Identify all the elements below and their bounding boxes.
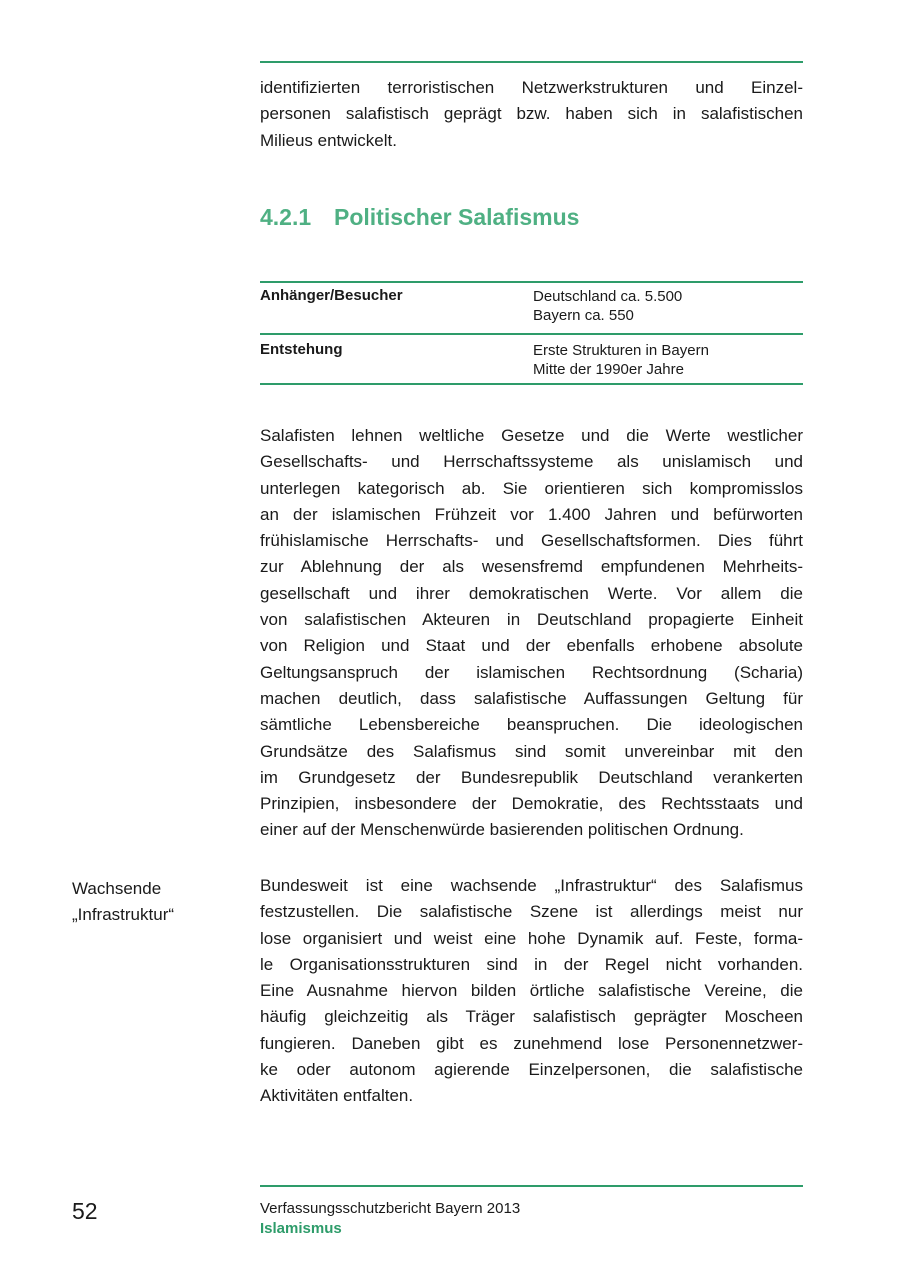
- footer: [260, 1199, 520, 1239]
- text-line: festzustellen. Die salafistische Szene ist allerdings meist nur: [260, 902, 803, 922]
- table-rule: [260, 333, 803, 335]
- table-value: Deutschland ca. 5.500 Bayern ca. 550: [533, 288, 683, 324]
- text-line: einer auf der Menschenwürde basierenden politischen Ordnung.: [260, 820, 744, 840]
- text-line: an der islamischen Frühzeit vor 1.400 Jahren und befürworten: [260, 504, 803, 524]
- text-line: unterlegen kategorisch ab. Sie orientieren sich kompromisslos: [260, 478, 803, 498]
- page-number: 52: [72, 1198, 98, 1224]
- footer-title: Verfassungsschutzbericht Bayern 2013: [260, 1200, 521, 1217]
- table-rule: [260, 383, 803, 385]
- body-paragraph-2: [260, 873, 803, 1110]
- section-heading: [260, 204, 579, 231]
- text-line: häufig gleichzeitig als Träger salafistisch geprägter Moscheen: [260, 1007, 803, 1027]
- text-line: Geltungsanspruch der islamischen Rechtsordnung (Scharia): [260, 662, 803, 682]
- text-line: Salafisten lehnen weltliche Gesetze und die Werte westlicher: [260, 426, 803, 445]
- text-line: Prinzipien, insbesondere der Demokratie, des Rechtsstaats und: [260, 794, 803, 814]
- body-paragraph-1: [260, 423, 803, 844]
- text-line: frühislamische Herrschafts- und Gesellschaftsformen. Dies führt: [260, 531, 803, 551]
- text-line: zur Ablehnung der als wesensfremd empfundenen Mehrheits-: [260, 557, 803, 577]
- text-line: von Religion und Staat und der ebenfalls erhobene absolute: [260, 636, 803, 656]
- margin-note: Wachsende „Infrastruktur“: [72, 879, 175, 925]
- text-line: sämtliche Lebensbereiche beanspruchen. Die ideologischen: [260, 715, 803, 735]
- text-line: von salafistischen Akteuren in Deutschland propagierte Einheit: [260, 610, 803, 630]
- table-value: Erste Strukturen in Bayern Mitte der 1990er Jahre: [533, 342, 709, 378]
- text-line: Grundsätze des Salafismus sind somit unvereinbar mit den: [260, 741, 803, 761]
- section-number: 4.2.1: [260, 204, 312, 230]
- footer-section: Islamismus: [260, 1220, 342, 1237]
- intro-paragraph: [260, 75, 803, 154]
- table-row: [260, 341, 803, 381]
- text-line: ke oder autonom agierende Einzelpersonen, die salafistische: [260, 1060, 803, 1080]
- text-line: personen salafistisch geprägt bzw. haben sich in salafistischen: [260, 104, 803, 124]
- text-line: machen deutlich, dass salafistische Auffassungen Geltung für: [260, 688, 803, 708]
- text-line: gesellschaft und ihrer demokratischen Werte. Vor allem die: [260, 583, 803, 603]
- text-line: lose organisiert und weist eine hohe Dynamik auf. Feste, forma-: [260, 928, 803, 948]
- text-line: Milieus entwickelt.: [260, 130, 397, 150]
- table-key: Anhänger/Besucher: [260, 287, 403, 304]
- text-line: Gesellschafts- und Herrschaftssysteme als unislamisch und: [260, 452, 803, 472]
- section-title: Politischer Salafismus: [334, 204, 580, 230]
- text-line: Aktivitäten entfalten.: [260, 1086, 414, 1106]
- top-rule: [260, 61, 803, 63]
- text-line: identifizierten terroristischen Netzwerkstrukturen und Einzel-: [260, 78, 803, 97]
- table-rule: [260, 281, 803, 283]
- text-line: le Organisationsstrukturen sind in der Regel nicht vorhanden.: [260, 954, 803, 974]
- table-key: Entstehung: [260, 341, 343, 358]
- text-line: Bundesweit ist eine wachsende „Infrastruktur“ des Salafismus: [260, 876, 803, 895]
- table-row: [260, 287, 803, 327]
- footer-rule: [260, 1185, 803, 1187]
- text-line: im Grundgesetz der Bundesrepublik Deutschland verankerten: [260, 767, 803, 787]
- text-line: fungieren. Daneben gibt es zunehmend lose Personennetzwer-: [260, 1033, 803, 1053]
- text-line: Eine Ausnahme hiervon bilden örtliche salafistische Vereine, die: [260, 981, 803, 1001]
